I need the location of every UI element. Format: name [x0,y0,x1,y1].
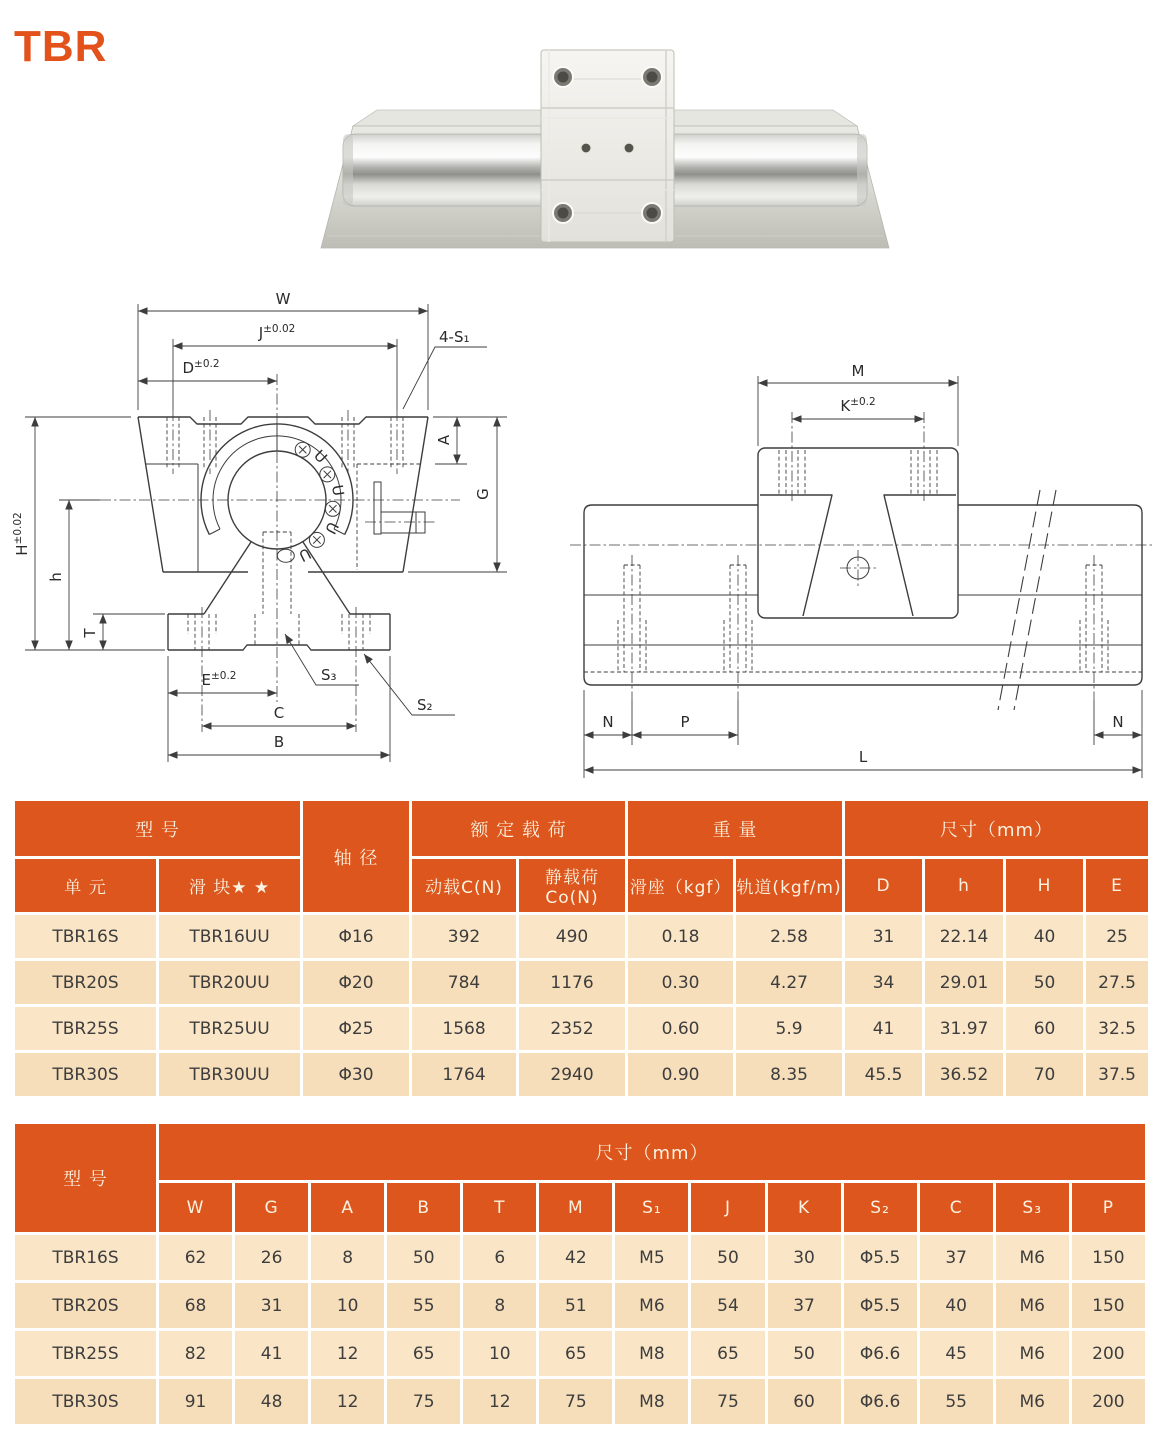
grease-hole [581,143,591,153]
table-cell: 25 [1085,914,1150,960]
dimension-G [408,417,507,572]
table-cell: 75 [386,1378,462,1426]
header-rail-weight: 轨道(kgf/m) [735,858,844,914]
table-cell: 31 [234,1282,310,1330]
table-row [14,1330,1147,1378]
table-cell: 51 [538,1282,614,1330]
dimension-L [584,748,1142,770]
table-cell: TBR20S [14,1282,158,1330]
table-cell: 50 [1005,960,1085,1006]
svg-text:D±0.2: $D^{\pm 0.2}$ [182,358,220,377]
table-cell: M8 [614,1330,690,1378]
bearing-balls [277,442,347,565]
header-J: J [690,1182,766,1234]
table-row [14,914,1150,960]
table-row [14,1052,1150,1098]
table-cell: Φ5.5 [842,1282,918,1330]
table-cell: 70 [1005,1052,1085,1098]
table-cell: TBR30S [14,1052,158,1098]
svg-text:B: B [273,733,285,751]
header-dimensions-group: 尺寸（mm） [844,800,1150,858]
table-cell: 0.30 [627,960,735,1006]
header-S3: S₃ [994,1182,1070,1234]
table-cell: 45 [918,1330,994,1378]
table-row [14,1006,1150,1052]
dimensions-table-body [14,1234,1147,1426]
table-cell: 31.97 [924,1006,1005,1052]
table-cell: 75 [538,1378,614,1426]
svg-text:A: A [435,434,453,446]
table-cell: 392 [411,914,518,960]
dimension-H [12,417,165,650]
table-cell: TBR16UU [158,914,302,960]
table-cell: 2.58 [735,914,844,960]
dimension-C [202,704,356,726]
front-view-drawing [5,282,550,777]
table-cell: Φ20 [302,960,411,1006]
dimension-h [47,500,100,650]
header-P: P [1070,1182,1146,1234]
svg-text:E±0.2: $E^{\pm 0.2}$ [201,670,237,689]
rail-assembly-illustration [305,30,905,258]
table-cell: 5.9 [735,1006,844,1052]
table-cell: 60 [1005,1006,1085,1052]
table-cell: 91 [158,1378,234,1426]
header-weight-group: 重 量 [627,800,844,858]
table-cell: 54 [690,1282,766,1330]
table-cell: M8 [614,1378,690,1426]
svg-text:G: G [474,488,492,500]
header-T: T [462,1182,538,1234]
page-title: TBR [14,22,108,71]
header-W: W [158,1182,234,1234]
header-shaft-diameter: 轴 径 [302,800,411,914]
dimension-W [138,290,428,410]
header-C: C [918,1182,994,1234]
svg-text:M: M [851,362,865,380]
table-cell: 2940 [518,1052,627,1098]
load-weight-table-body [14,914,1150,1098]
table-cell: 41 [844,1006,924,1052]
header-G: G [234,1182,310,1234]
table-row [14,1234,1147,1282]
table-cell: 12 [310,1330,386,1378]
header-K: K [766,1182,842,1234]
table-cell: 10 [310,1282,386,1330]
dimension-A [433,417,467,464]
table-cell: 60 [766,1378,842,1426]
table-cell: 26 [234,1234,310,1282]
svg-text:h: h [47,572,65,582]
table-cell: 490 [518,914,627,960]
mounting-hole [642,203,662,223]
svg-text:J±0.02: $J^{\pm 0.02}$ [258,323,296,342]
table-cell: 55 [386,1282,462,1330]
table-cell: 150 [1070,1282,1146,1330]
table-cell: 30 [766,1234,842,1282]
retainer-glyph: U [327,483,348,498]
break-lines [998,490,1056,710]
svg-text:W: W [275,290,291,308]
table-cell: TBR20UU [158,960,302,1006]
table-cell: 8 [462,1282,538,1330]
table-cell: 34 [844,960,924,1006]
table-cell: 37.5 [1085,1052,1150,1098]
table-cell: 6 [462,1234,538,1282]
header-B: B [386,1182,462,1234]
table-cell: Φ30 [302,1052,411,1098]
grub-screw-detail [365,482,437,534]
retainer-glyph: U [321,518,343,537]
base-flange [168,532,390,732]
mounting-hole [553,203,573,223]
table-cell: 29.01 [924,960,1005,1006]
table-cell: 41 [234,1330,310,1378]
table-cell: 200 [1070,1378,1146,1426]
table-cell: 0.60 [627,1006,735,1052]
table-cell: M5 [614,1234,690,1282]
svg-text:4-S₁: 4-S₁ [439,328,470,346]
table-cell: 65 [690,1330,766,1378]
mounting-hole [642,67,662,87]
table-cell: 8.35 [735,1052,844,1098]
table-cell: 50 [386,1234,462,1282]
header-E: E [1085,858,1150,914]
svg-text:C: C [273,704,285,722]
table-cell: 12 [462,1378,538,1426]
mounting-hole [553,67,573,87]
header-D: D [844,858,924,914]
table-cell: TBR16S [14,914,158,960]
table-cell: TBR16S [14,1234,158,1282]
table-cell: Φ16 [302,914,411,960]
header-M: M [538,1182,614,1234]
header-static-load: 静载荷Co(N) [518,858,627,914]
table-cell: 0.90 [627,1052,735,1098]
table-cell: 1568 [411,1006,518,1052]
table-cell: 12 [310,1378,386,1426]
svg-text:S₂: S₂ [417,696,433,714]
table-cell: 10 [462,1330,538,1378]
table-cell: 150 [1070,1234,1146,1282]
side-view-drawing [570,350,1155,790]
table-row [14,1378,1147,1426]
callout-4-S1 [403,328,487,409]
dimension-P [632,713,738,735]
table-cell: Φ25 [302,1006,411,1052]
table-cell: Φ6.6 [842,1378,918,1426]
table-cell: TBR25S [14,1006,158,1052]
dimensions-table [12,1121,1148,1427]
rail-body [584,505,1142,685]
table-cell: 22.14 [924,914,1005,960]
retainer-glyph: U [310,446,331,467]
front-view-svg [5,282,550,777]
table-cell: 784 [411,960,518,1006]
table-cell: 65 [538,1330,614,1378]
slide-block [541,50,674,242]
table-cell: M6 [994,1378,1070,1426]
grease-hole [624,143,634,153]
table-cell: 55 [918,1378,994,1426]
table-row [14,960,1150,1006]
header-A: A [310,1182,386,1234]
rail-mounting-holes [618,555,1108,700]
table-cell: 0.18 [627,914,735,960]
table-cell: 1764 [411,1052,518,1098]
svg-text:L: L [858,748,868,766]
product-photo [305,30,905,258]
table-cell: M6 [614,1282,690,1330]
table-cell: 4.27 [735,960,844,1006]
table-cell: TBR25S [14,1330,158,1378]
svg-text:N: N [1112,713,1124,731]
header-unit: 单 元 [14,858,158,914]
table-cell: 68 [158,1282,234,1330]
table-cell: 32.5 [1085,1006,1150,1052]
table-cell: TBR25UU [158,1006,302,1052]
header-rated-load-group: 额 定 载 荷 [411,800,627,858]
table-cell: 50 [766,1330,842,1378]
side-view-svg [570,350,1155,790]
svg-text:S₃: S₃ [321,666,337,684]
header-model-group: 型 号 [14,800,302,858]
header-block: 滑 块★ ★ [158,858,302,914]
header-dynamic-load: 动载C(N) [411,858,518,914]
svg-text:T: T [81,628,99,638]
table-cell: 82 [158,1330,234,1378]
callout-S2 [364,654,455,715]
slide-block-profile [758,412,958,618]
dimension-N-right [1094,713,1142,735]
table-cell: 65 [386,1330,462,1378]
header-carriage-weight: 滑座（kgf） [627,858,735,914]
table-cell: TBR30UU [158,1052,302,1098]
dimension-D [138,358,277,381]
dimension-E [168,656,277,762]
table-cell: 40 [1005,914,1085,960]
header-S2: S₂ [842,1182,918,1234]
table-cell: 45.5 [844,1052,924,1098]
table-cell: 27.5 [1085,960,1150,1006]
table-cell: Φ6.6 [842,1330,918,1378]
table-cell: 62 [158,1234,234,1282]
table-cell: 36.52 [924,1052,1005,1098]
table-cell: M6 [994,1330,1070,1378]
svg-text:H±0.02: $H^{\pm 0.02}$ [12,512,31,556]
callout-S3 [285,634,359,685]
table-cell: M6 [994,1282,1070,1330]
table-cell: 8 [310,1234,386,1282]
table-cell: TBR20S [14,960,158,1006]
svg-text:N: N [602,713,614,731]
table-cell: 31 [844,914,924,960]
table-row [14,1282,1147,1330]
header-h: h [924,858,1005,914]
table-cell: 50 [690,1234,766,1282]
table-cell: 2352 [518,1006,627,1052]
table-cell: 42 [538,1234,614,1282]
table-cell: 1176 [518,960,627,1006]
table-cell: M6 [994,1234,1070,1282]
header-H: H [1005,858,1085,914]
header-dimensions-group: 尺寸（mm） [158,1123,1147,1182]
table-cell: 40 [918,1282,994,1330]
header-S1: S₁ [614,1182,690,1234]
dimension-K [792,396,924,419]
dimension-N-left [584,713,632,735]
load-weight-table [12,798,1151,1099]
table-cell: 37 [918,1234,994,1282]
table-cell: 37 [766,1282,842,1330]
svg-text:K±0.2: $K^{\pm 0.2}$ [840,396,876,415]
svg-text:P: P [680,713,690,731]
retainer-glyph: U [295,544,314,566]
table-cell: 75 [690,1378,766,1426]
dimension-T [81,614,165,650]
table-cell: 200 [1070,1330,1146,1378]
header-model-group: 型 号 [14,1123,158,1234]
table-cell: TBR30S [14,1378,158,1426]
table-cell: Φ5.5 [842,1234,918,1282]
table-cell: 48 [234,1378,310,1426]
